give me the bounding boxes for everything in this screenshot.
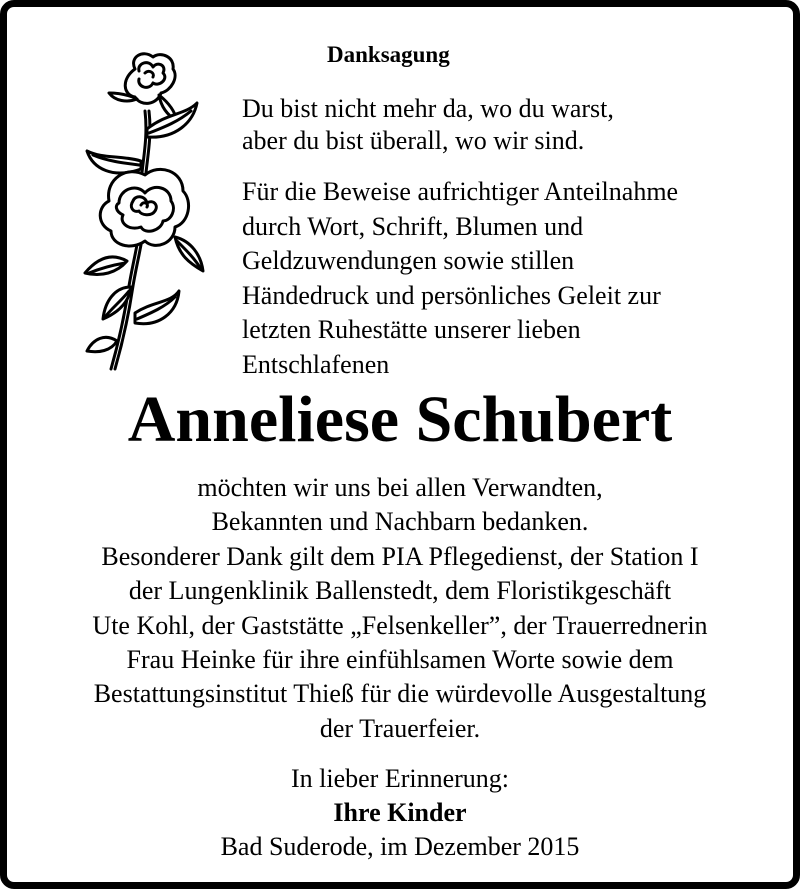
rose-icon [79,51,207,373]
intro-text [242,175,678,383]
thanks-line: Besonderer Dank gilt dem PIA Pflegedienst, der Station I [101,541,699,571]
deceased-name: Anneliese Schubert [127,383,673,456]
verse-line: aber du bist überall, wo wir sind. [242,126,585,155]
thanks-line: möchten wir uns bei allen Verwandten, [197,473,603,502]
signature: Ihre Kinder [333,798,467,827]
thanks-line: der Trauerfeier. [319,713,481,743]
intro-line: Händedruck und persönliches Geleit zur [242,280,661,310]
thanks-line: Bestattungsinstitut Thieß für die würdevolle Ausgestaltung [93,679,707,709]
remembrance-line: In lieber Erinnerung: [290,764,510,793]
intro-line: Für die Beweise aufrichtiger Anteilnahme [242,177,679,206]
intro-line: Geldzuwendungen sowie stillen [242,246,575,276]
intro-line: durch Wort, Schrift, Blumen und [242,211,584,241]
place-date: Bad Suderode, im Dezember 2015 [220,832,580,861]
intro-line: letzten Ruhestätte unserer lieben [242,315,581,345]
thanks-text [7,471,793,746]
intro-line: Entschlafenen [242,349,390,379]
heading: Danksagung [327,42,450,67]
thanks-line: Bekannten und Nachbarn bedanken. [211,507,589,537]
verse-line: Du bist nicht mehr da, wo du warst, [242,94,614,123]
thanks-line: Frau Heinke für ihre einfühlsamen Worte sowie dem [126,645,674,675]
closing [7,762,793,864]
thanks-line: der Lungenklinik Ballenstedt, dem Floristikgeschäft [128,576,672,606]
verse [242,93,614,157]
thanks-line: Ute Kohl, der Gaststätte „Felsenkeller”, der Trauerrednerin [92,610,708,640]
